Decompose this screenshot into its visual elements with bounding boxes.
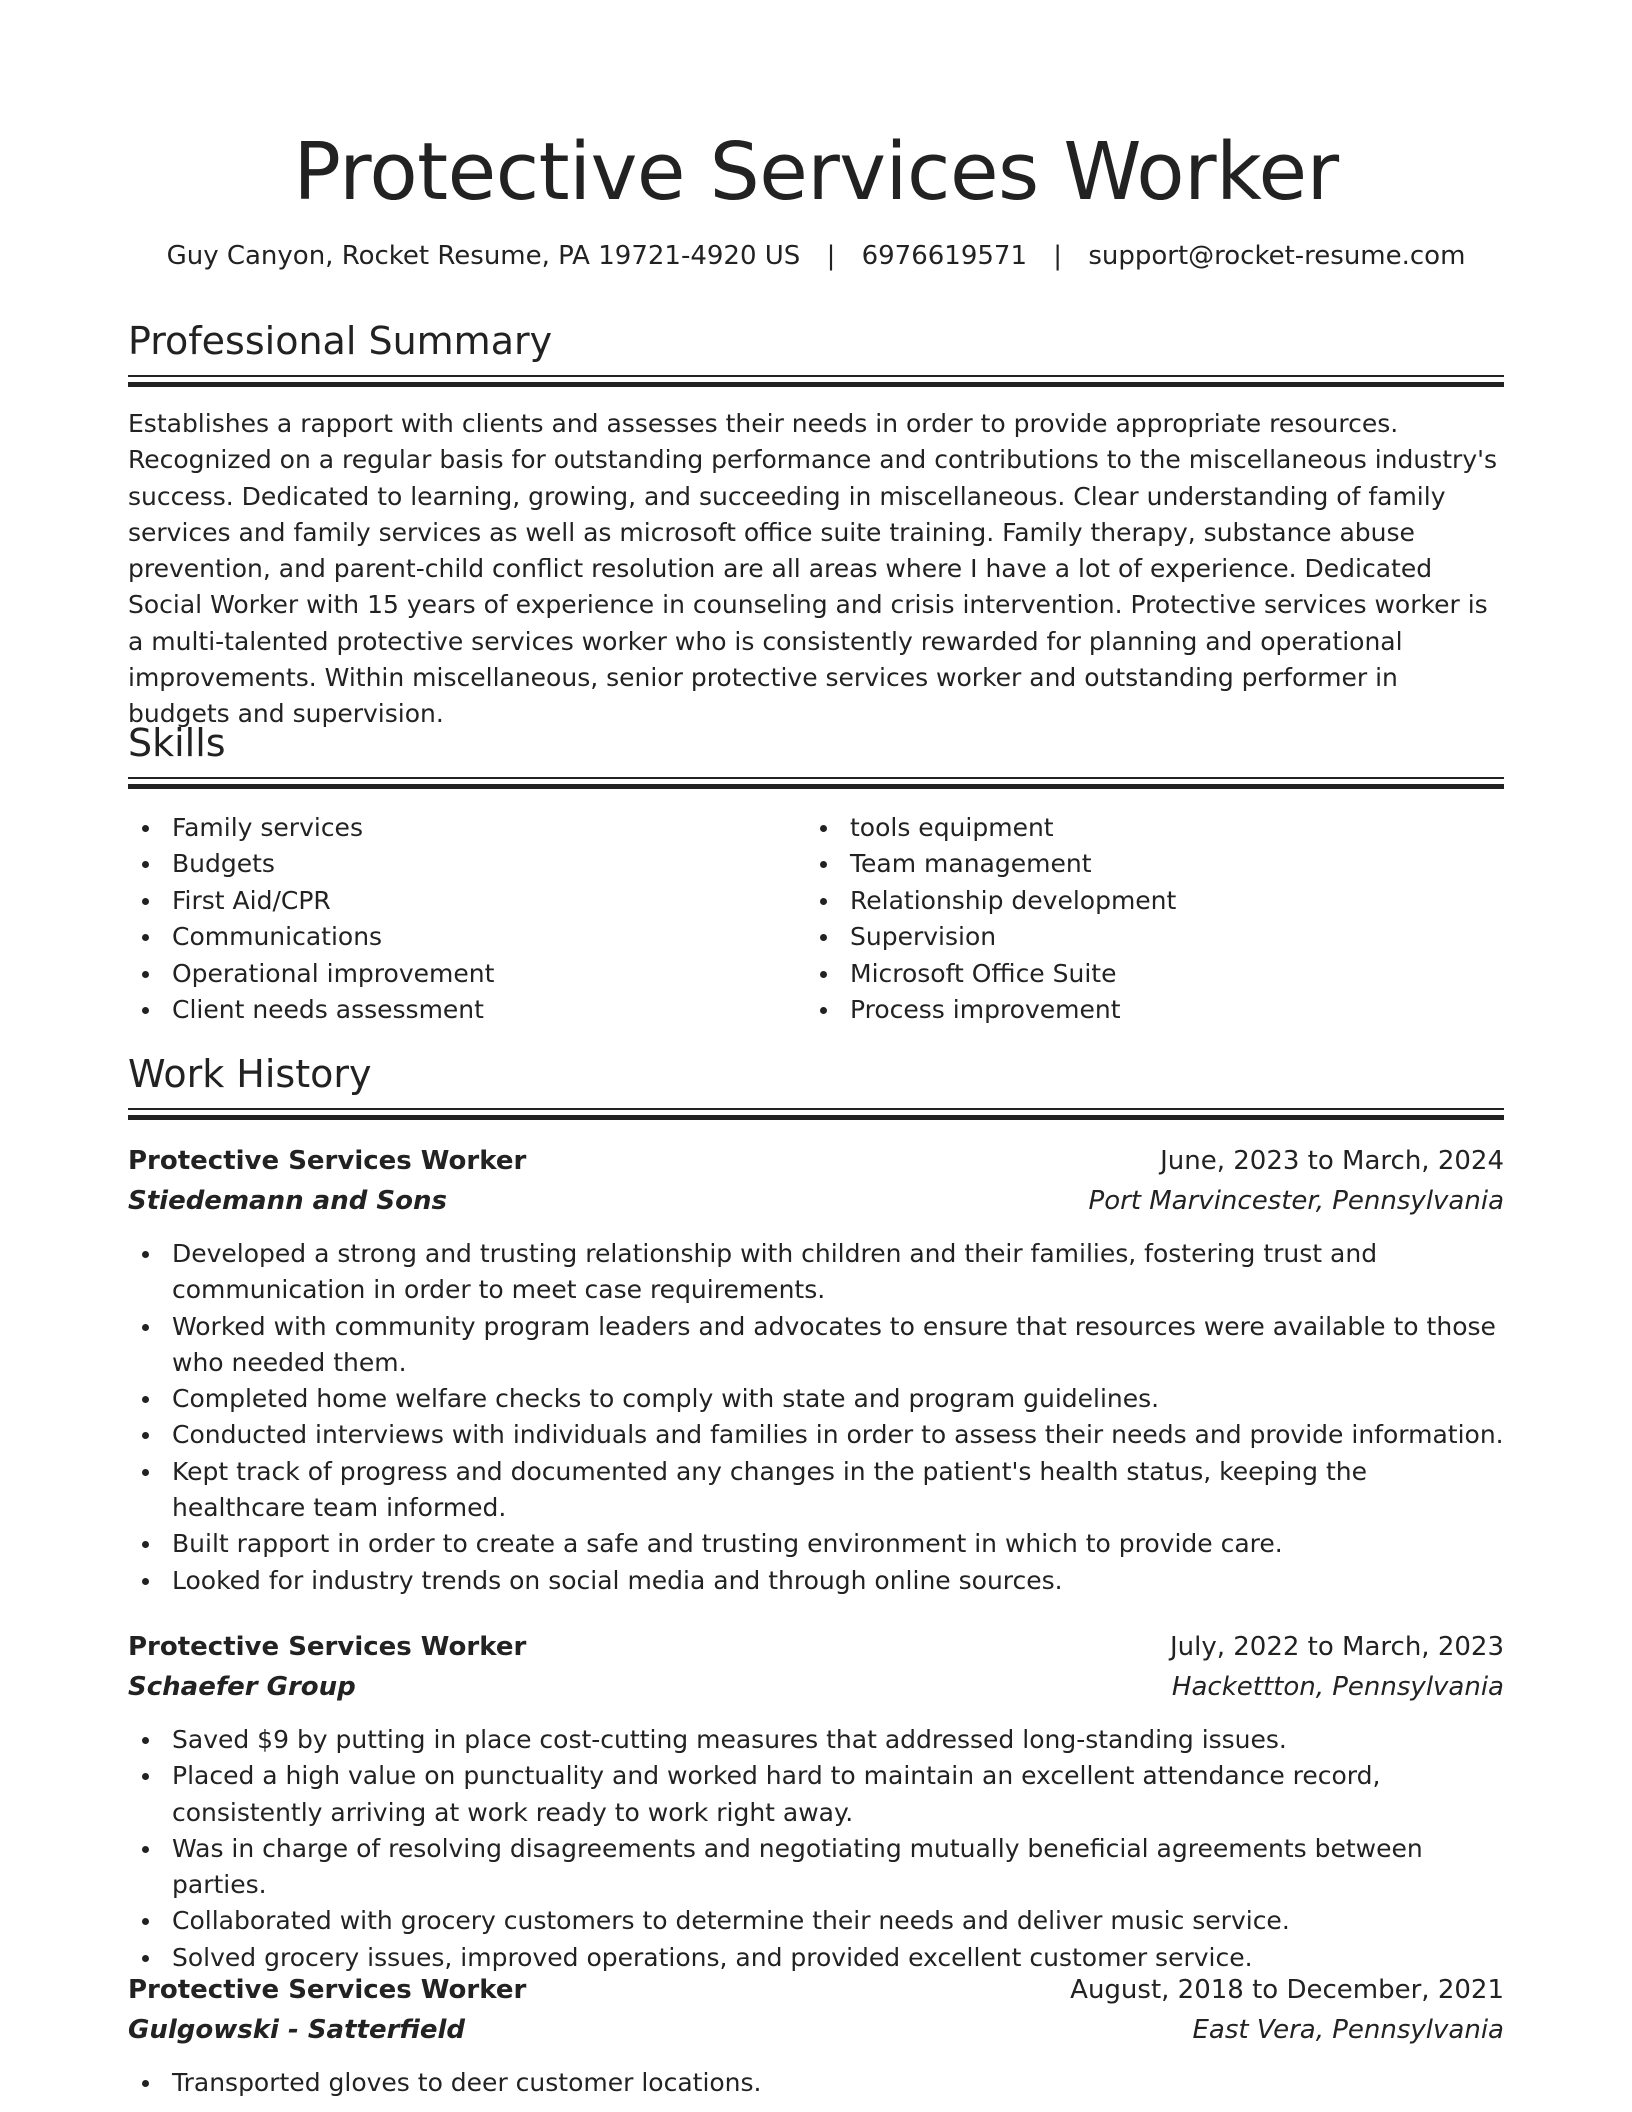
- contact-email: support@rocket-resume.com: [1088, 241, 1466, 271]
- job-subheader: [128, 1181, 1504, 1221]
- skill-item: Team management: [806, 846, 1466, 882]
- job-title: Protective Services Worker: [128, 1146, 527, 1176]
- job-location: Hackettton, Pennsylvania: [1171, 1672, 1504, 1702]
- job-header: [128, 1141, 1504, 1181]
- job-company: Stiedemann and Sons: [128, 1186, 447, 1216]
- job-bullet: Solved grocery issues, improved operations, and provided excellent customer service.: [128, 1940, 1504, 1976]
- job-bullet-list: [128, 1722, 1504, 1976]
- job-title: Protective Services Worker: [128, 1975, 527, 2005]
- job-header: [128, 1970, 1504, 2010]
- contact-separator: |: [826, 241, 836, 271]
- job-bullet: Worked with community program leaders and advocates to ensure that resources were available to those who needed them.: [128, 1309, 1504, 1382]
- job-location: East Vera, Pennsylvania: [1192, 2015, 1504, 2045]
- job-bullet: Kept track of progress and documented any changes in the patient's health status, keeping the healthcare team informed.: [128, 1454, 1504, 1527]
- work-history-divider: [128, 1108, 1504, 1118]
- job-subheader: [128, 1667, 1504, 1707]
- summary-heading: Professional Summary: [128, 319, 553, 363]
- skill-item: Supervision: [806, 919, 1466, 955]
- job-bullet-list: [128, 1236, 1504, 1599]
- job-dates: June, 2023 to March, 2024: [1160, 1146, 1504, 1176]
- skills-list-left: [128, 810, 788, 1028]
- resume-title: Protective Services Worker: [293, 126, 1339, 218]
- skill-item: Family services: [128, 810, 788, 846]
- work-history-heading: Work History: [128, 1052, 372, 1096]
- contact-line: [0, 238, 1632, 274]
- skill-item: Process improvement: [806, 992, 1466, 1028]
- job-company: Schaefer Group: [128, 1672, 356, 1702]
- skill-item: Budgets: [128, 846, 788, 882]
- job-bullet: Completed home welfare checks to comply with state and program guidelines.: [128, 1381, 1504, 1417]
- job-bullet: Looked for industry trends on social media and through online sources.: [128, 1563, 1504, 1599]
- job-bullet: Transported gloves to deer customer locations.: [128, 2065, 1504, 2101]
- job-bullet: Saved $9 by putting in place cost-cutting measures that addressed long-standing issues.: [128, 1722, 1504, 1758]
- skill-item: Operational improvement: [128, 956, 788, 992]
- skill-item: tools equipment: [806, 810, 1466, 846]
- contact-address: Guy Canyon, Rocket Resume, PA 19721-4920 US: [166, 241, 801, 271]
- job-bullet: Developed a strong and trusting relationship with children and their families, fostering trust and communication in order to meet case requirements.: [128, 1236, 1504, 1309]
- contact-phone: 6976619571: [861, 241, 1028, 271]
- summary-divider: [128, 375, 1504, 385]
- contact-separator: |: [1053, 241, 1063, 271]
- skill-item: Relationship development: [806, 883, 1466, 919]
- job-bullet: Built rapport in order to create a safe and trusting environment in which to provide care.: [128, 1526, 1504, 1562]
- job-title: Protective Services Worker: [128, 1632, 527, 1662]
- skills-heading: Skills: [128, 721, 226, 765]
- summary-text: Establishes a rapport with clients and assesses their needs in order to provide appropriate resources. Recognized on a regular basis for outstanding performance and contributions to the miscellaneous industry's success. Dedicated to learning, growing, and succeeding in miscellaneous. Clear understanding of family services and family services as well as microsoft office suite training. Family therapy, substance abuse prevention, and parent-child conflict resolution are all areas where I have a lot of experience. Dedicated Social Worker with 15 years of experience in counseling and crisis intervention. Protective services worker is a multi-talented protective services worker who is consistently rewarded for planning and operational improvements. Within miscellaneous, senior protective services worker and outstanding performer in budgets and supervision.: [128, 409, 1498, 729]
- skill-item: Client needs assessment: [128, 992, 788, 1028]
- job-bullet: Was in charge of resolving disagreements and negotiating mutually beneficial agreements between parties.: [128, 1831, 1504, 1904]
- skill-item: First Aid/CPR: [128, 883, 788, 919]
- job-bullet: Placed a high value on punctuality and worked hard to maintain an excellent attendance record, consistently arriving at work ready to work right away.: [128, 1758, 1504, 1831]
- job-company: Gulgowski - Satterfield: [128, 2015, 466, 2045]
- skills-list-right: [806, 810, 1466, 1028]
- skills-divider: [128, 777, 1504, 787]
- job-header: [128, 1627, 1504, 1667]
- job-dates: July, 2022 to March, 2023: [1169, 1632, 1504, 1662]
- skill-item: Communications: [128, 919, 788, 955]
- skill-item: Microsoft Office Suite: [806, 956, 1466, 992]
- job-bullet: Conducted interviews with individuals and families in order to assess their needs and provide information.: [128, 1417, 1504, 1453]
- job-dates: August, 2018 to December, 2021: [1070, 1975, 1504, 2005]
- job-subheader: [128, 2010, 1504, 2050]
- job-bullet: Collaborated with grocery customers to determine their needs and deliver music service.: [128, 1903, 1504, 1939]
- job-location: Port Marvincester, Pennsylvania: [1088, 1186, 1504, 1216]
- job-bullet-list: [128, 2065, 1504, 2101]
